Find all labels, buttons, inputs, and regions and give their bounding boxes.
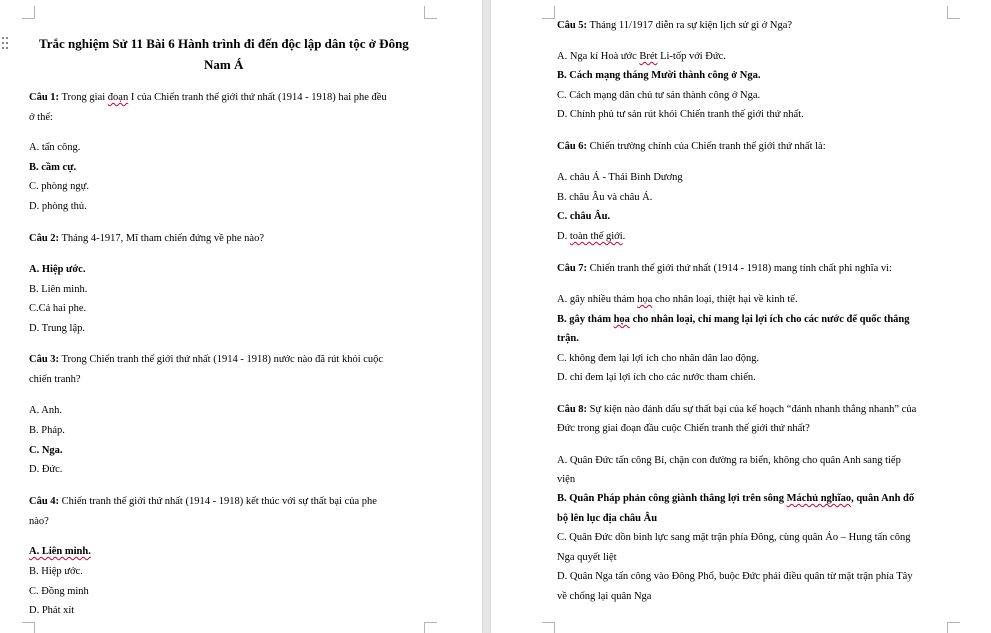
question-6	[557, 140, 826, 154]
question-text: Sự kiện nào đánh dấu sự thất bại của kế hoạch “đánh nhanh thắng nhanh” của	[587, 404, 917, 415]
answer-option: C. không đem lại lợi ích cho nhân dân lao động.	[557, 353, 760, 364]
answer-option: D. Chính phủ tư sản rút khỏi Chiến tranh thế giới thứ nhất.	[557, 109, 804, 120]
crop-mark	[424, 622, 437, 633]
crop-mark	[542, 6, 555, 19]
question-5	[557, 19, 792, 33]
crop-mark	[424, 6, 437, 19]
question-text: Tháng 4-1917, Mĩ tham chiến đứng về phe nào?	[59, 233, 264, 244]
answer-option: A. châu Á - Thái Bình Dương	[557, 172, 683, 183]
crop-mark	[22, 622, 35, 633]
question-3-line2: chiến tranh?	[29, 374, 81, 385]
answer-option: D. Trung lập.	[29, 323, 86, 334]
correct-answer-option-line2: trận.	[557, 333, 579, 344]
answer-option	[557, 293, 798, 307]
answer-option: C. Quân Đức dồn binh lực sang mặt trận phía Đông, cùng quân Áo – Hung tấn công	[557, 532, 911, 543]
drag-handle-icon[interactable]	[2, 37, 8, 51]
question-1	[29, 91, 387, 105]
answer-option: C.Cả hai phe.	[29, 303, 87, 314]
question-label: Câu 7:	[557, 263, 588, 274]
spelling-flag[interactable]: toàn thế giới	[569, 231, 623, 242]
answer-option	[557, 50, 726, 64]
question-2	[29, 232, 264, 246]
correct-answer-option: B. cầm cự.	[29, 162, 77, 173]
answer-option: D. Phát xít	[29, 605, 75, 616]
correct-answer-option: C. châu Âu.	[557, 211, 611, 222]
document-title: Trắc nghiệm Sử 11 Bài 6 Hành trình đi đến độc lập dân tộc ở Đông	[39, 36, 409, 51]
option-text: .	[622, 231, 626, 242]
option-text: A. gây nhiều thảm	[557, 294, 638, 305]
question-1-line2: ở thế:	[29, 112, 53, 123]
option-text: B. Quân Pháp phản công giành thắng lợi trên sông	[557, 493, 787, 504]
correct-answer-option	[557, 492, 914, 506]
spelling-flag[interactable]: họa	[637, 294, 653, 305]
question-text: Chiến tranh thế giới thứ nhất (1914 - 1918) kết thúc với sự thất bại của phe	[59, 496, 377, 507]
answer-option: B. Hiệp ước.	[29, 566, 83, 577]
question-text: Trong Chiến tranh thế giới thứ nhất (1914 - 1918) nước nào đã rút khỏi cuộc	[59, 354, 384, 365]
question-text: Chiến trường chính của Chiến tranh thế giới thứ nhất là:	[587, 141, 826, 152]
document-title-line2: Nam Á	[204, 57, 244, 72]
question-label: Câu 8:	[557, 404, 588, 415]
answer-option: B. châu Âu và châu Á.	[557, 192, 653, 203]
question-8	[557, 403, 916, 417]
question-label: Câu 5:	[557, 20, 588, 31]
answer-option: A. tấn công.	[29, 142, 81, 153]
question-label: Câu 3:	[29, 354, 60, 365]
answer-option: B. Liên minh.	[29, 284, 88, 295]
option-text: B. gây thảm	[557, 314, 614, 325]
answer-option: D. Quân Nga tấn công vào Đông Phổ, buộc Đức phải điều quân từ mặt trận phía Tây	[557, 571, 913, 582]
answer-option: B. Pháp.	[29, 425, 65, 436]
answer-option: C. Cách mạng dân chủ tư sản thành công ở Nga.	[557, 90, 761, 101]
answer-option: A. Anh.	[29, 405, 62, 416]
correct-answer-option: C. Nga.	[29, 445, 63, 456]
answer-option-line2: viện	[557, 474, 576, 485]
option-text: Li-tốp với Đức.	[657, 51, 726, 62]
answer-option: C. Đồng minh	[29, 586, 89, 597]
answer-option: D. Đức.	[29, 464, 63, 475]
answer-option: A. Quân Đức tấn công Bỉ, chặn con đường ra biển, không cho quân Anh sang tiếp	[557, 455, 901, 466]
spelling-flag[interactable]: đoạn	[107, 92, 129, 103]
document-page-left	[0, 0, 482, 633]
answer-option: D. chỉ đem lại lợi ích cho các nước tham chiến.	[557, 372, 756, 383]
answer-option	[557, 230, 625, 244]
answer-option-line2: về chống lại quân Nga	[557, 591, 652, 602]
option-text: , quân Anh đổ	[851, 493, 915, 504]
question-text: I của Chiến tranh thế giới thứ nhất (1914 - 1918) hai phe đều	[128, 92, 387, 103]
question-text: Chiến tranh thế giới thứ nhất (1914 - 1918) mang tính chất phi nghĩa vì:	[587, 263, 892, 274]
question-label: Câu 4:	[29, 496, 60, 507]
answer-option-line2: Nga quyết liệt	[557, 552, 617, 563]
question-text: Trong giai	[59, 92, 108, 103]
crop-mark	[947, 622, 960, 633]
spelling-flag[interactable]: A. Liên minh.	[29, 546, 91, 557]
spelling-flag[interactable]: Máchủ nghĩao	[786, 493, 852, 504]
correct-answer-option: B. Cách mạng tháng Mười thành công ở Nga.	[557, 70, 761, 81]
option-text: cho nhân loại, thiệt hại về kinh tế.	[652, 294, 798, 305]
question-4-line2: nào?	[29, 516, 49, 527]
correct-answer-option	[557, 313, 910, 327]
option-text: D.	[557, 231, 570, 242]
question-label: Câu 1:	[29, 92, 60, 103]
option-text: A. Nga kí Hoà ước	[557, 51, 640, 62]
crop-mark	[22, 6, 35, 19]
correct-answer-option-line2: bộ lên lục địa châu Âu	[557, 513, 658, 524]
answer-option: C. phòng ngự.	[29, 181, 89, 192]
spelling-flag[interactable]: Brét	[639, 51, 658, 62]
correct-answer-option: A. Hiệp ước.	[29, 264, 86, 275]
option-text: cho nhân loại, chỉ mang lại lợi ích cho các nước đế quốc thắng	[629, 314, 910, 325]
question-3	[29, 353, 383, 367]
crop-mark	[542, 622, 555, 633]
document-page-right	[491, 0, 991, 633]
correct-answer-option	[29, 545, 91, 559]
question-label: Câu 6:	[557, 141, 588, 152]
question-4	[29, 495, 377, 509]
question-8-line2: Đức trong giai đoạn đầu cuộc Chiến tranh thế giới thứ nhất?	[557, 423, 810, 434]
question-text: Tháng 11/1917 diễn ra sự kiện lịch sử gì ở Nga?	[587, 20, 793, 31]
question-label: Câu 2:	[29, 233, 60, 244]
spelling-flag[interactable]: họa	[613, 314, 630, 325]
crop-mark	[947, 6, 960, 19]
question-7	[557, 262, 892, 276]
answer-option: D. phòng thủ.	[29, 201, 87, 212]
